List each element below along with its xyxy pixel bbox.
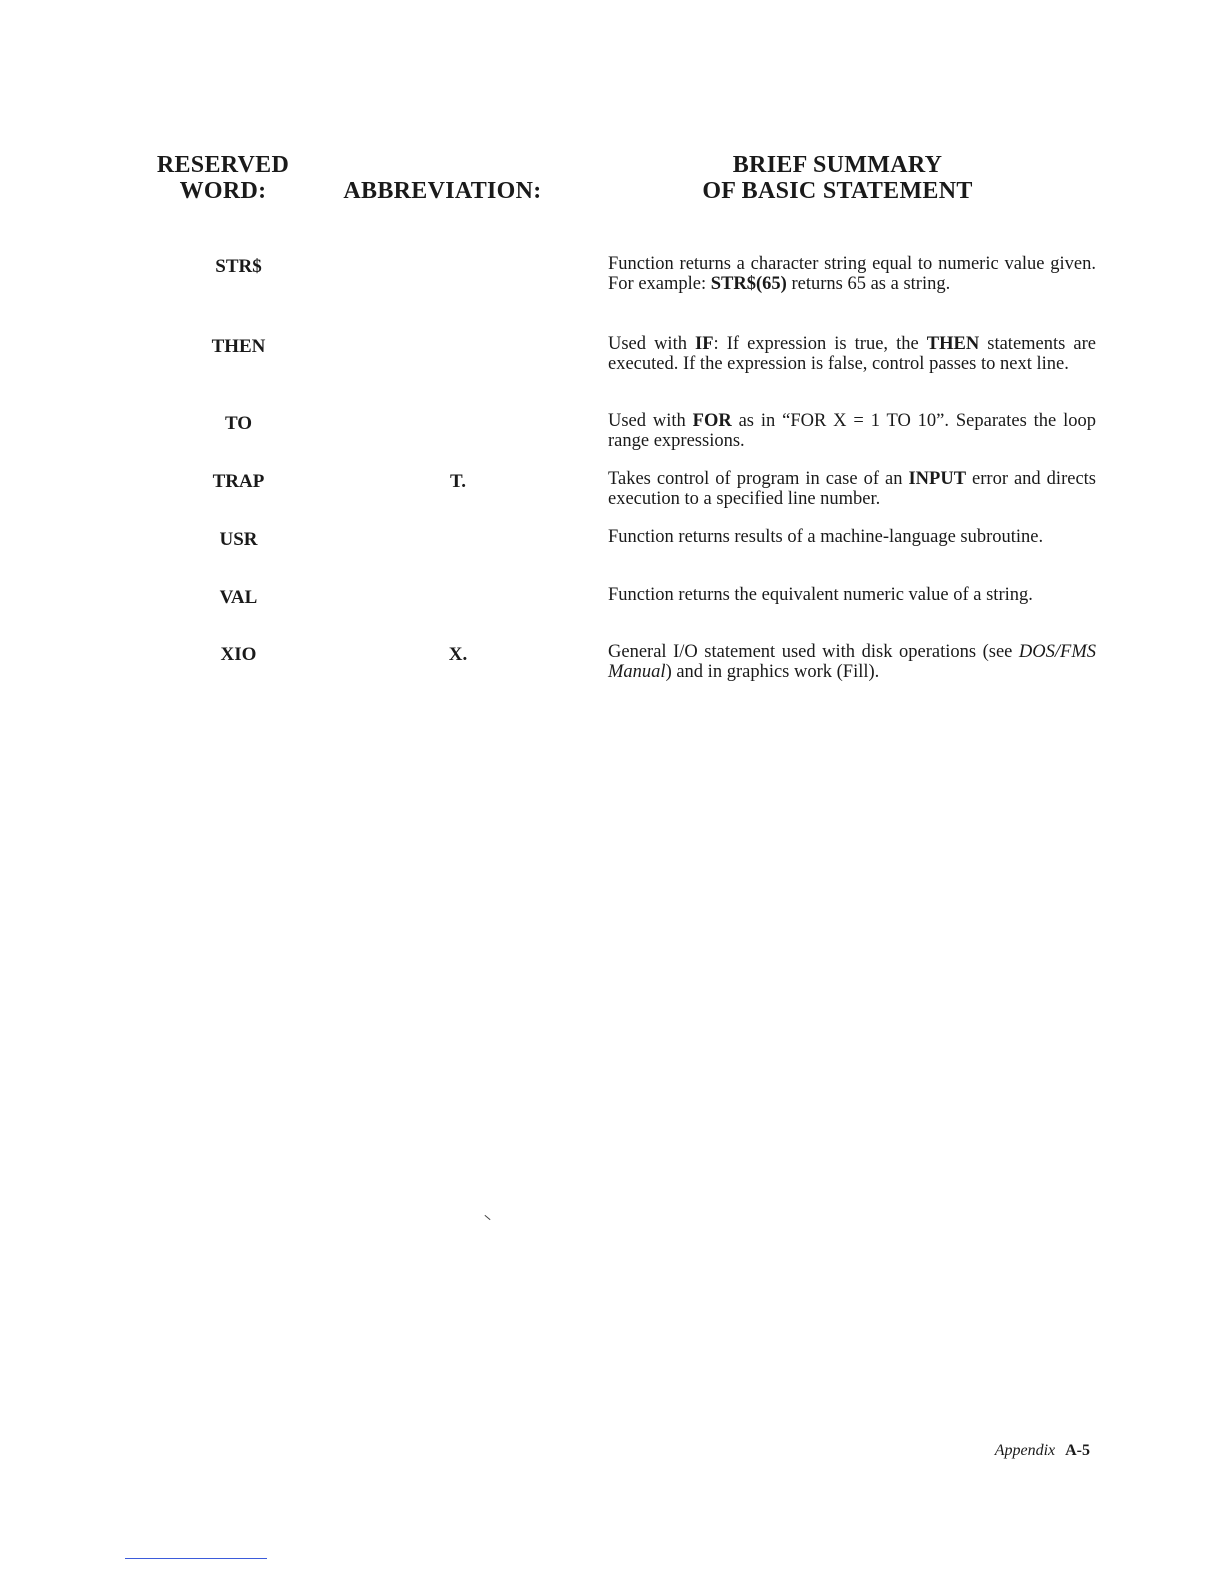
reserved-word: STR$ (215, 256, 262, 277)
statement-summary: Used with FOR as in “FOR X = 1 TO 10”. Separates the loop range expressions. (608, 411, 1096, 451)
statement-summary: General I/O statement used with disk operations (see DOS/FMS Manual) and in graphics work (Fill). (608, 642, 1096, 682)
header-summary-line1: BRIEF SUMMARY (732, 152, 943, 178)
reserved-word: TO (224, 413, 253, 434)
bottom-divider (125, 1558, 267, 1559)
statement-summary: Used with IF: If expression is true, the THEN statements are executed. If the expression is false, control passes to next line. (608, 334, 1096, 374)
abbreviation: X. (448, 644, 468, 665)
reserved-word: THEN (211, 336, 266, 357)
statement-summary: Function returns a character string equal to numeric value given. For example: STR$(65) returns 65 as a string. (608, 254, 1096, 294)
column-header-abbreviation (330, 178, 555, 204)
reserved-word: USR (219, 529, 258, 550)
reserved-word: XIO (220, 644, 257, 665)
abbreviation: T. (449, 471, 466, 492)
header-word-line2: WORD: (179, 178, 267, 204)
page-number: A-5 (1065, 1442, 1090, 1459)
column-header-summary (660, 152, 1015, 204)
statement-summary: Function returns the equivalent numeric value of a string. (608, 585, 1033, 605)
header-summary-line2: OF BASIC STATEMENT (702, 178, 973, 204)
page-footer (900, 1442, 1090, 1460)
column-header-reserved-word (148, 152, 298, 204)
header-abbreviation: ABBREVIATION: (343, 178, 542, 204)
header-word-line1: RESERVED (156, 152, 290, 178)
statement-summary: Function returns results of a machine-language subroutine. (608, 527, 1044, 547)
scan-mark (484, 1215, 490, 1220)
footer-label: Appendix (994, 1442, 1056, 1459)
statement-summary: Takes control of program in case of an INPUT error and directs execution to a specified line number. (608, 469, 1096, 509)
reserved-word: TRAP (212, 471, 265, 492)
reserved-word: VAL (219, 587, 258, 608)
